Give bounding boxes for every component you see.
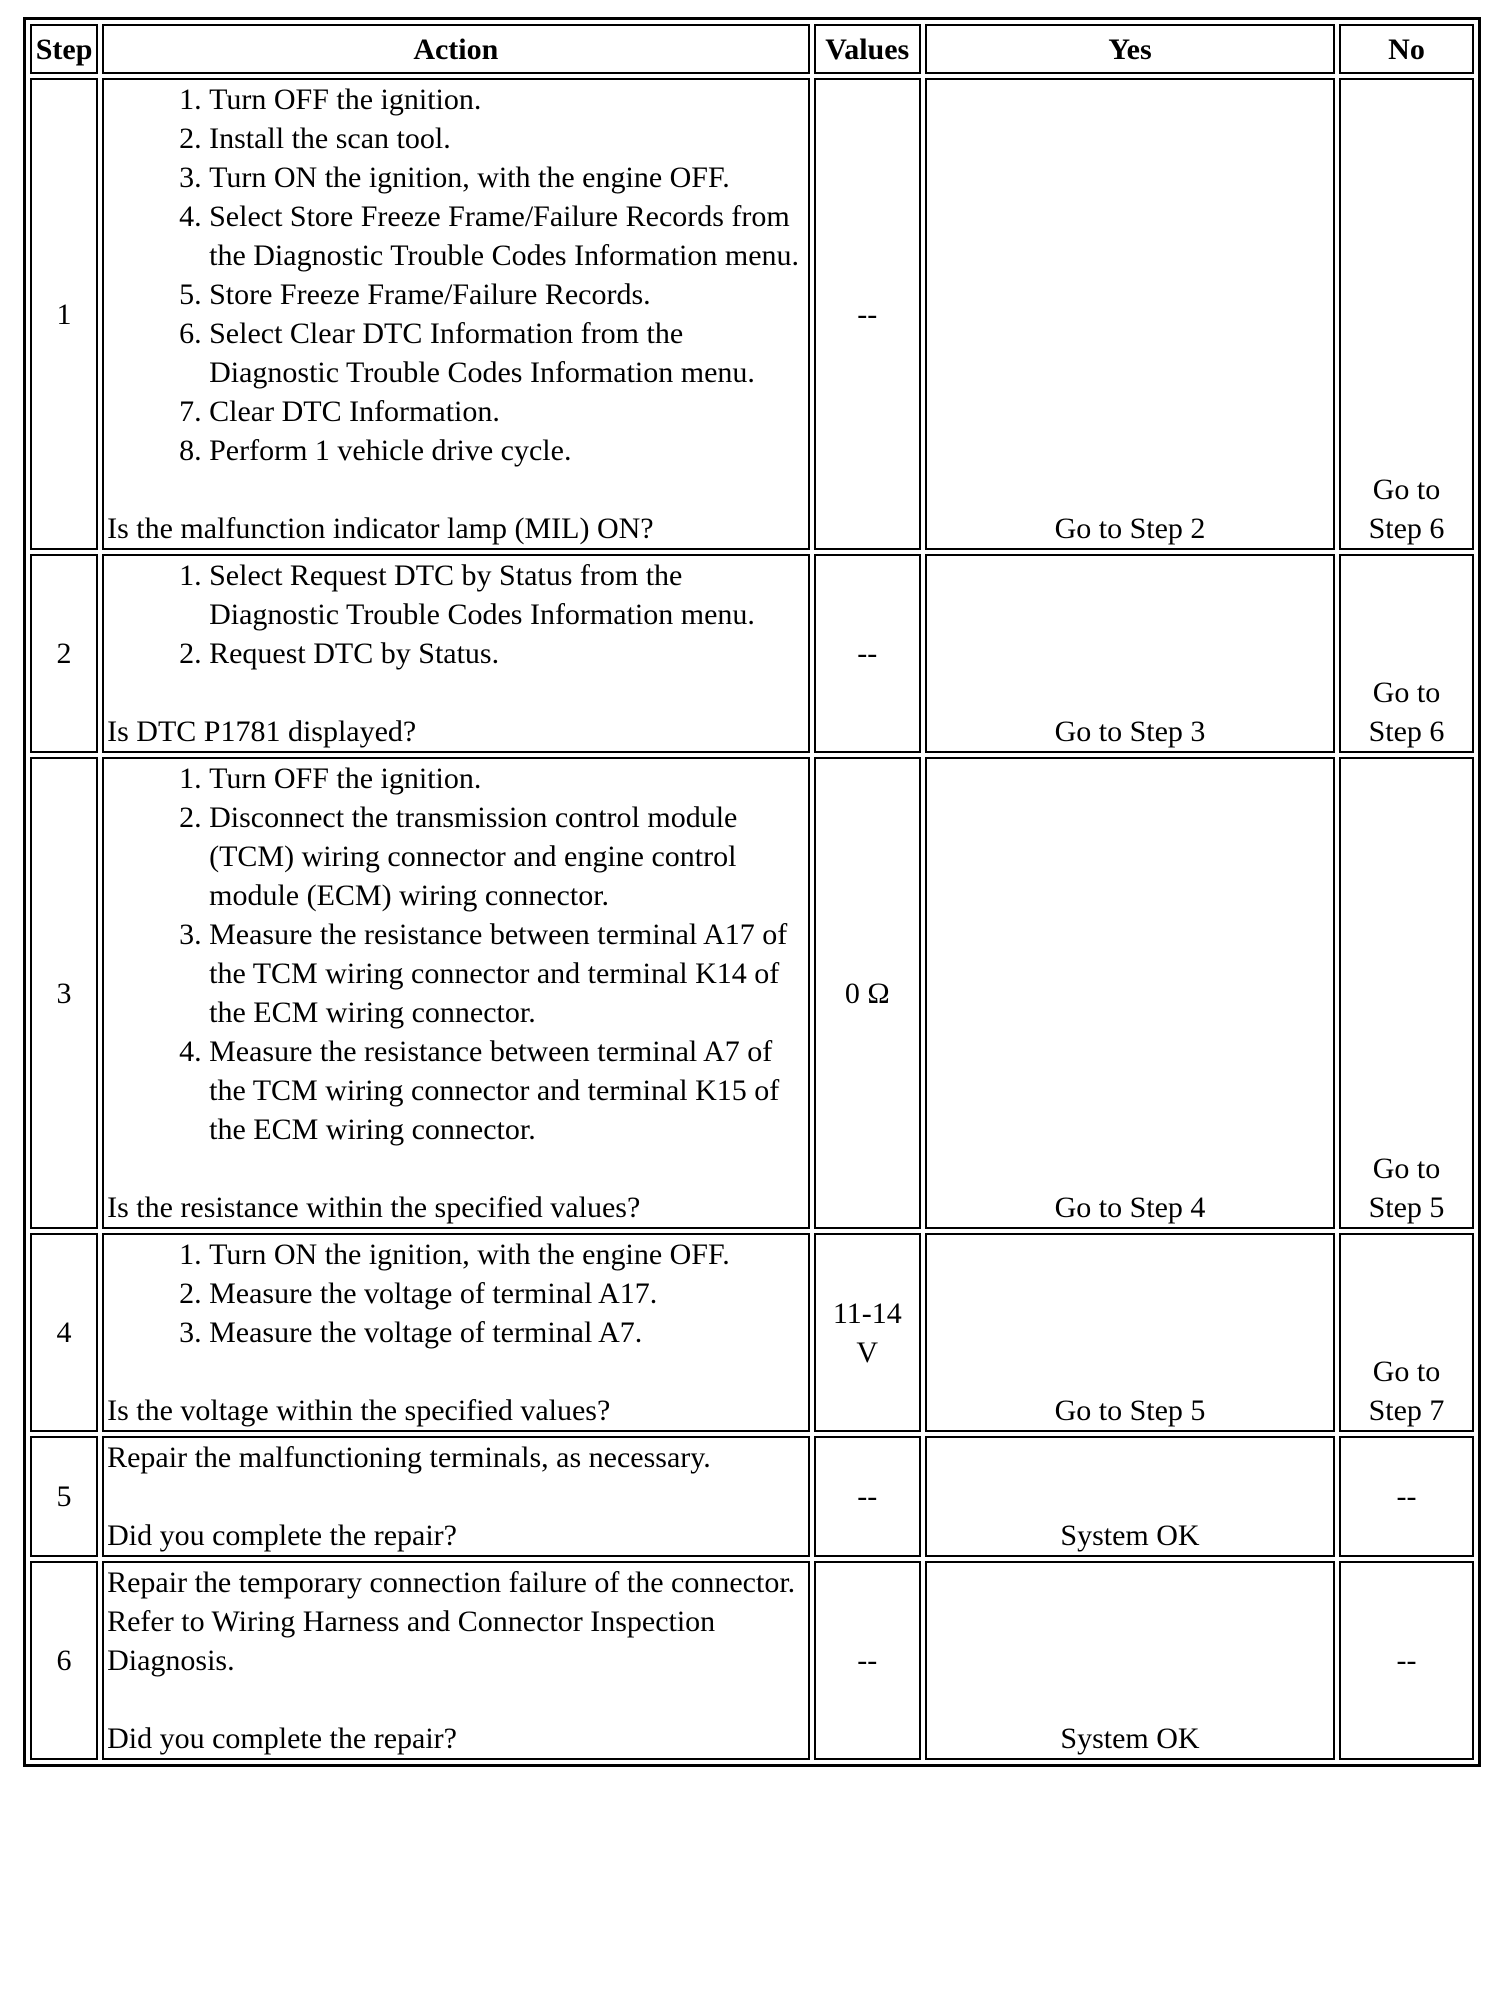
values-cell: 0 Ω (814, 757, 921, 1229)
action-step: 3. Turn ON the ignition, with the engine OFF. (209, 158, 804, 197)
action-steps-list (107, 1235, 804, 1352)
table-row-step-6 (30, 1561, 1474, 1760)
action-step: 5. Store Freeze Frame/Failure Records. (209, 275, 804, 314)
diagnostic-table-container (23, 17, 1481, 1767)
header-yes: Yes (925, 24, 1335, 74)
values-cell: 11-14 V (814, 1233, 921, 1432)
action-step: 1. Turn OFF the ignition. (209, 80, 804, 119)
diagnostic-table (23, 17, 1481, 1767)
no-cell: Go to Step 6 (1339, 554, 1474, 753)
action-question: Is the malfunction indicator lamp (MIL) ON? (107, 512, 654, 545)
action-question: Is DTC P1781 displayed? (107, 715, 417, 748)
header-action: Action (102, 24, 809, 74)
action-question: Is the resistance within the specified values? (107, 1191, 641, 1224)
step-number: 3 (30, 757, 98, 1229)
header-values: Values (814, 24, 921, 74)
action-steps-list (107, 556, 804, 673)
yes-cell: System OK (925, 1436, 1335, 1557)
header-no: No (1339, 24, 1474, 74)
values-cell: -- (814, 1436, 921, 1557)
yes-cell: Go to Step 4 (925, 757, 1335, 1229)
no-cell: Go to Step 7 (1339, 1233, 1474, 1432)
action-step: 7. Clear DTC Information. (209, 392, 804, 431)
action-question: Is the voltage within the specified values? (107, 1394, 611, 1427)
action-paragraph: Repair the temporary connection failure of the connector. Refer to Wiring Harness and Connector Inspection Diagnosis. (107, 1566, 796, 1677)
action-steps-list (107, 80, 804, 470)
yes-cell: Go to Step 2 (925, 78, 1335, 550)
action-step: 8. Perform 1 vehicle drive cycle. (209, 431, 804, 470)
action-cell (102, 78, 809, 550)
action-step: 6. Select Clear DTC Information from the Diagnostic Trouble Codes Information menu. (209, 314, 804, 392)
table-row-step-3 (30, 757, 1474, 1229)
values-cell: -- (814, 554, 921, 753)
action-paragraph: Repair the malfunctioning terminals, as necessary. (107, 1441, 711, 1474)
action-step: 2. Measure the voltage of terminal A17. (209, 1274, 804, 1313)
no-cell: Go to Step 5 (1339, 757, 1474, 1229)
step-number: 2 (30, 554, 98, 753)
action-step: 1. Turn OFF the ignition. (209, 759, 804, 798)
action-step: 4. Measure the resistance between terminal A7 of the TCM wiring connector and terminal K15 of the ECM wiring connector. (209, 1032, 804, 1149)
action-step: 2. Disconnect the transmission control module (TCM) wiring connector and engine control module (ECM) wiring connector. (209, 798, 804, 915)
no-cell: -- (1339, 1436, 1474, 1557)
header-row (30, 24, 1474, 74)
table-row-step-4 (30, 1233, 1474, 1432)
values-cell: -- (814, 78, 921, 550)
action-step: 1. Turn ON the ignition, with the engine OFF. (209, 1235, 804, 1274)
table-row-step-1 (30, 78, 1474, 550)
action-cell (102, 1233, 809, 1432)
step-number: 6 (30, 1561, 98, 1760)
no-cell: Go to Step 6 (1339, 78, 1474, 550)
step-number: 4 (30, 1233, 98, 1432)
table-row-step-2 (30, 554, 1474, 753)
yes-cell: Go to Step 3 (925, 554, 1335, 753)
table-row-step-5 (30, 1436, 1474, 1557)
step-number: 5 (30, 1436, 98, 1557)
action-cell (102, 554, 809, 753)
action-question: Did you complete the repair? (107, 1519, 457, 1552)
action-step: 2. Install the scan tool. (209, 119, 804, 158)
action-cell (102, 1436, 809, 1557)
action-cell (102, 757, 809, 1229)
values-cell: -- (814, 1561, 921, 1760)
header-step: Step (30, 24, 98, 74)
action-question: Did you complete the repair? (107, 1722, 457, 1755)
yes-cell: System OK (925, 1561, 1335, 1760)
action-step: 2. Request DTC by Status. (209, 634, 804, 673)
yes-cell: Go to Step 5 (925, 1233, 1335, 1432)
action-step: 3. Measure the resistance between terminal A17 of the TCM wiring connector and terminal K14 of the ECM wiring connector. (209, 915, 804, 1032)
no-cell: -- (1339, 1561, 1474, 1760)
action-steps-list (107, 759, 804, 1149)
step-number: 1 (30, 78, 98, 550)
action-step: 1. Select Request DTC by Status from the Diagnostic Trouble Codes Information menu. (209, 556, 804, 634)
action-step: 4. Select Store Freeze Frame/Failure Records from the Diagnostic Trouble Codes Information menu. (209, 197, 804, 275)
action-step: 3. Measure the voltage of terminal A7. (209, 1313, 804, 1352)
action-cell (102, 1561, 809, 1760)
